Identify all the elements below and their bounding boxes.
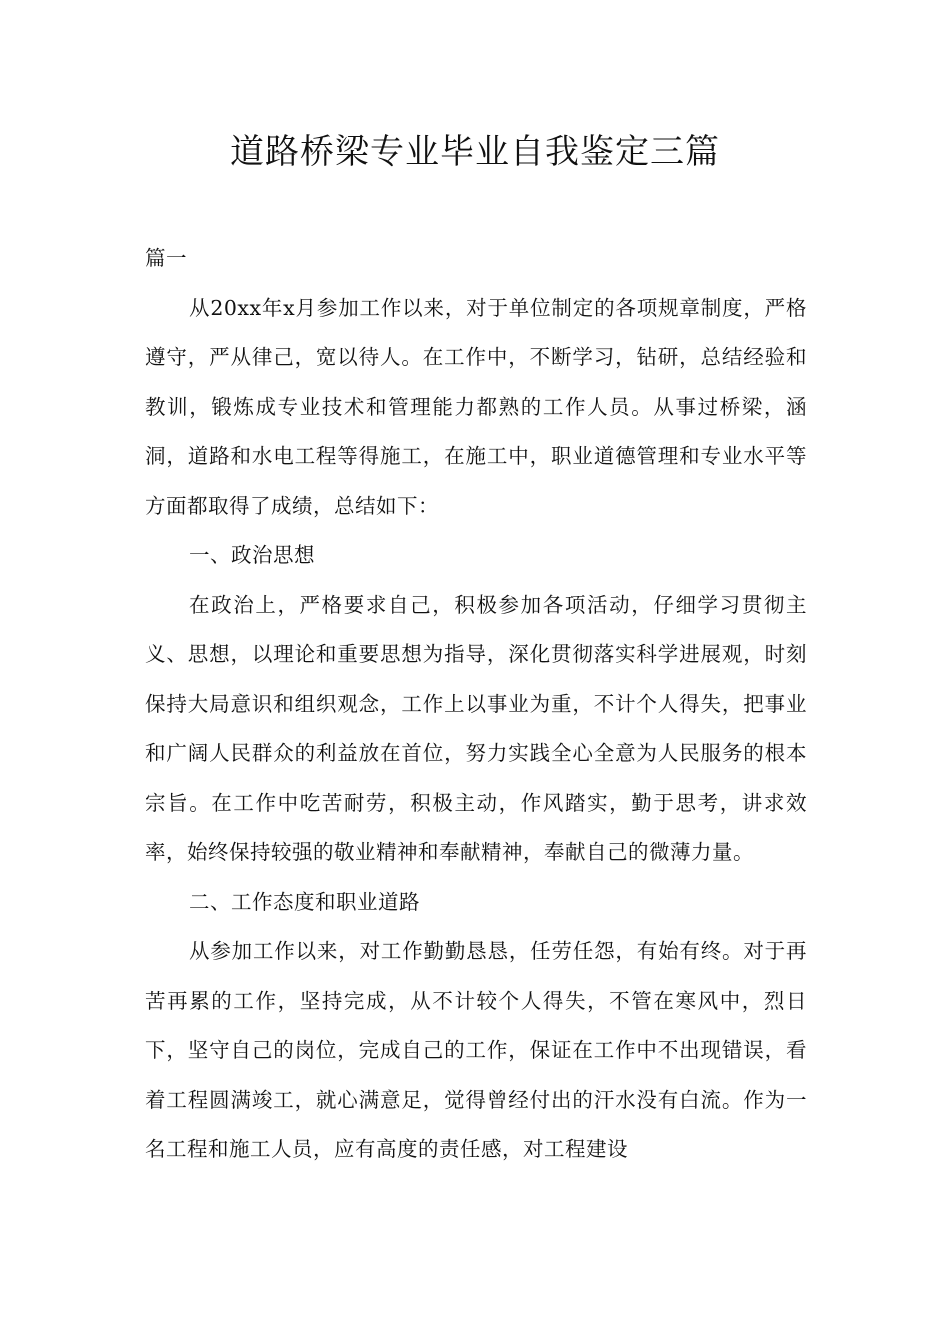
section-label: 篇一 (145, 246, 187, 270)
heading-work-attitude: 二、工作态度和职业道路 (189, 889, 420, 914)
document-body (145, 234, 807, 1175)
paragraph-political-thought: 在政治上，严格要求自己，积极参加各项活动，仔细学习贯彻主义、思想，以理论和重要思想为指导，深化贯彻落实科学进展观，时刻保持大局意识和组织观念，工作上以事业为重，不计个人得失，把事业和广阔人民群众的利益放在首位，努力实践全心全意为人民服务的根本宗旨。在工作中吃苦耐劳，积极主动，作风踏实，勤于思考，讲求效率，始终保持较强的敬业精神和奉献精神，奉献自己的微薄力量。 (145, 592, 807, 864)
document-title: 道路桥梁专业毕业自我鉴定三篇 (230, 132, 720, 172)
paragraph-work-attitude: 从参加工作以来，对工作勤勤恳恳，任劳任怨，有始有终。对于再苦再累的工作，坚持完成，从不计较个人得失，不管在寒风中，烈日下，坚守自己的岗位，完成自己的工作，保证在工作中不出现错误，看着工程圆满竣工，就心满意足，觉得曾经付出的汗水没有白流。作为一名工程和施工人员，应有高度的责任感，对工程建设 (145, 939, 807, 1161)
paragraph-intro: 从20xx年x月参加工作以来，对于单位制定的各项规章制度，严格遵守，严从律己，宽以待人。在工作中，不断学习，钻研，总结经验和教训，锻炼成专业技术和管理能力都熟的工作人员。从事过桥梁，涵洞，道路和水电工程等得施工，在施工中，职业道德管理和专业水平等方面都取得了成绩，总结如下： (145, 295, 807, 518)
heading-political-thought: 一、政治思想 (189, 543, 315, 567)
